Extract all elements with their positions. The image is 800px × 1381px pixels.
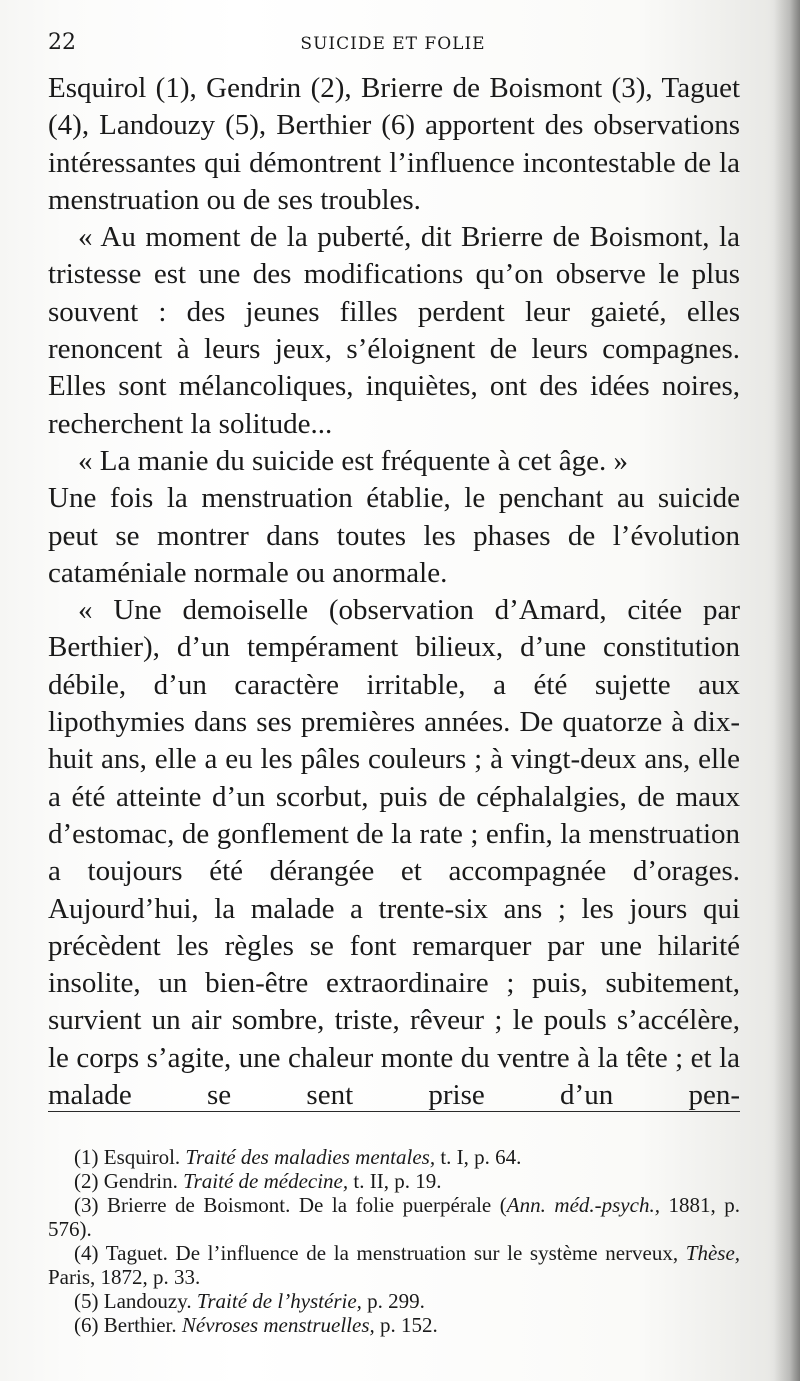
page-header [48,30,738,64]
paragraph-4: Une fois la menstruation établie, le penchant au suicide peut se montrer dans toutes les phases de l’évolution cataméniale normale ou anormale. [48,482,740,589]
footnote-title: Traité de médecine, [183,1169,349,1193]
footnote-article: De l’influence de la menstruation sur le système nerveux, [175,1241,679,1265]
footnote-article: De la folie puerpérale ( [298,1193,507,1217]
footnote-title: Ann. méd.-psych., [506,1193,660,1217]
footnote-author: Esquirol. [103,1145,181,1169]
main-text [48,70,740,1114]
footnote-number: (2) [74,1169,99,1193]
footnote-3 [48,1193,740,1241]
footnote-author: Landouzy. [103,1289,192,1313]
footnote-reference: 1881, p. 576). [48,1193,741,1241]
footnote-5 [48,1289,740,1313]
page-number: 22 [48,30,76,55]
footnote-author: Brierre de Boismont. [107,1193,291,1217]
paragraph-3: « La manie du suicide est fréquente à cet âge. » [78,444,628,477]
footnote-author: Berthier. [103,1313,177,1337]
footnote-reference: p. 152. [380,1313,438,1337]
footnote-reference: p. 299. [367,1289,425,1313]
page-edge-shadow [774,0,800,1381]
footnote-number: (4) [74,1241,99,1265]
footnote-number: (1) [74,1145,99,1169]
footnote-author: Gendrin. [103,1169,178,1193]
footnote-title: Traité de l’hystérie, [196,1289,362,1313]
footnote-2 [48,1169,740,1193]
footnote-reference: t. II, p. 19. [353,1169,442,1193]
footnote-1 [48,1145,740,1169]
running-head: SUICIDE ET FOLIE [300,34,486,54]
footnote-number: (3) [74,1193,99,1217]
paragraph-2: « Au moment de la puberté, dit Brierre de Boismont, la tristesse est une des modifications qu’on observe le plus souvent : des jeunes filles perdent leur gaieté, elles renoncent à leurs jeux, s’éloignent de leurs compagnes. Elles sont mélancoliques, inquiètes, ont des idées noires, recherchent la solitude... [48,221,740,440]
footnote-title: Traité des maladies mentales, [185,1145,436,1169]
paragraph-5: « Une demoiselle (observation d’Amard, citée par Berthier), d’un tempérament bilieux, d’une constitution débile, d’un caractère irritable, a été sujette aux lipothymies dans ses premières années. De quatorze à dix-huit ans, elle a eu les pâles couleurs ; à vingt-deux ans, elle a été atteinte d’un scorbut, puis de céphalalgies, de maux d’estomac, de gonflement de la rate ; enfin, la menstruation a toujours été dérangée et accompagnée d’orages. Aujourd’hui, la malade a trente-six ans ; les jours qui précèdent les règles se font remarquer par une hilarité insolite, un bien-être extraordinaire ; puis, subitement, survient un air sombre, triste, rêveur ; le pouls s’accélère, le corps s’agite, une chaleur monte du ventre à la tête ; et la malade se sent prise d’un pen- [48,594,740,1112]
footnote-title: Thèse, [685,1241,741,1265]
footnote-title: Névroses menstruelles, [181,1313,375,1337]
footnote-author: Taguet. [105,1241,168,1265]
footnote-number: (6) [74,1313,99,1337]
footnote-reference: Paris, 1872, p. 33. [48,1265,201,1289]
footnote-number: (5) [74,1289,99,1313]
footnotes [48,1145,740,1337]
footnote-4 [48,1241,740,1289]
footnote-rule [48,1111,740,1112]
footnote-reference: t. I, p. 64. [440,1145,522,1169]
footnote-6 [48,1313,740,1337]
paragraph-1: Esquirol (1), Gendrin (2), Brierre de Boismont (3), Taguet (4), Landouzy (5), Berthier (6) apportent des observations intéressantes qui démontrent l’influence incontestable de la menstruation ou de ses troubles. [48,72,740,216]
